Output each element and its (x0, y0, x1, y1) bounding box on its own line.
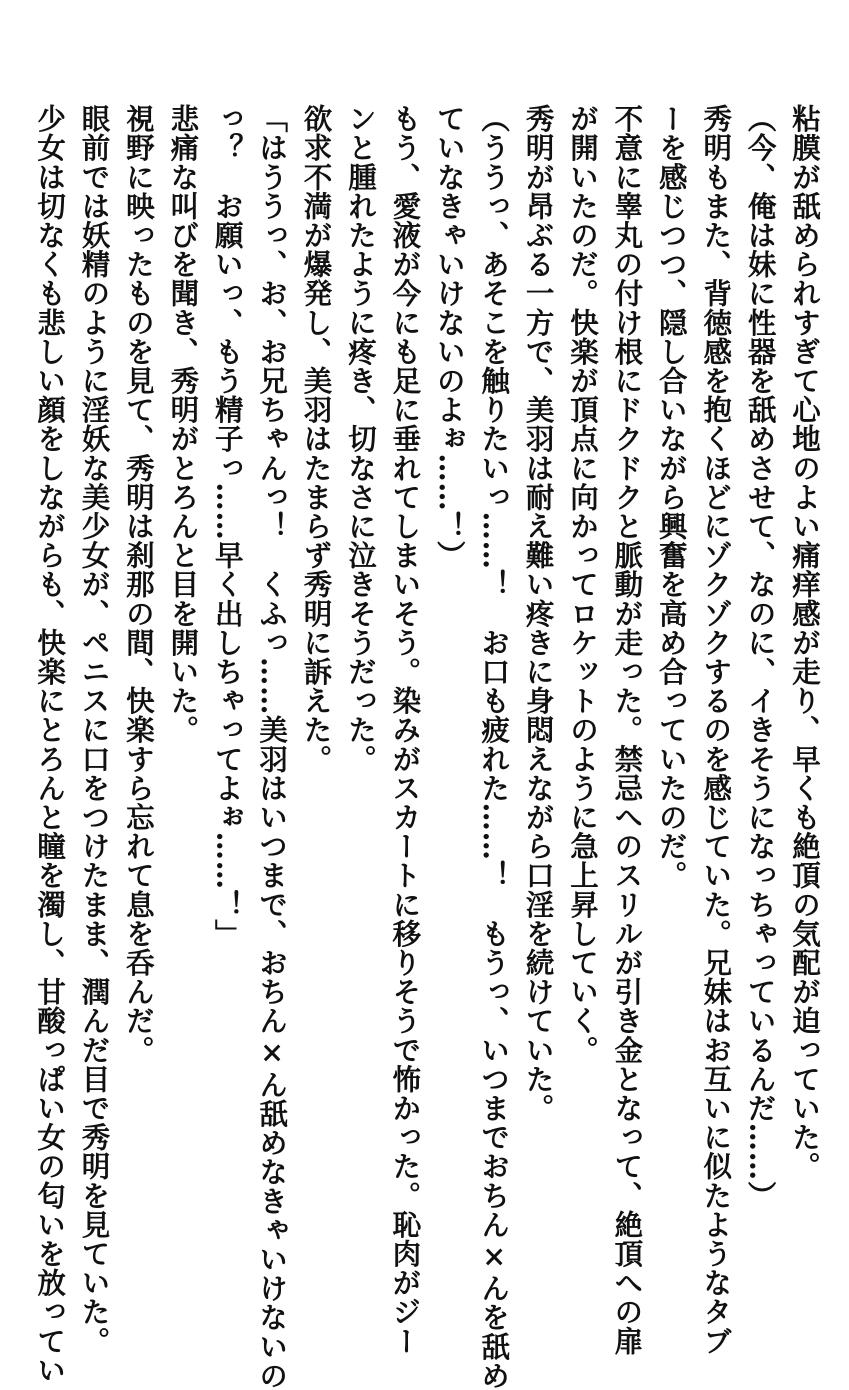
vertical-text-block (33, 104, 827, 1390)
text-line: 少女は切なくも悲しい顔をしながらも、快楽にとろんと瞳を濁し、甘酸っぱい女の匂いを放ってい (33, 104, 68, 1385)
text-line: 眼前では妖精のように淫妖な美少女が、ペニスに口をつけたまま、潤んだ目で秀明を見ていた。 (77, 104, 112, 1356)
text-line: 悲痛な叫びを聞き、秀明がとろんと目を開いた。 (166, 104, 201, 745)
text-line: っ？ お願いっ、もう精子っ……早く出しちゃってよぉ……！」 (210, 104, 245, 948)
text-line: ていなきゃいけないのよぉ……！） (432, 104, 467, 570)
text-line: 秀明もまた、背徳感を抱くほどにゾクゾクするのを感じていた。兄妹はお互いに似たようなタブ (699, 104, 734, 1356)
text-line: 欲求不満が爆発し、美羽はたまらず秀明に訴えた。 (299, 104, 334, 774)
text-line: 不意に睾丸の付け根にドクドクと脈動が走った。禁忌へのスリルが引き金となって、絶頂への扉 (610, 104, 645, 1356)
text-line: もう、愛液が今にも足に垂れてしまいそう。染みがスカートに移りそうで怖かった。恥肉がジー (388, 104, 423, 1356)
text-line: ーを感じつつ、隠し合いながら興奮を高め合っていたのだ。 (654, 104, 689, 890)
text-line: （ううっ、あそこを触りたいっ……！ お口も疲れた……！ もうっ、いつまでおちん×んを舐め (477, 104, 512, 1390)
text-line: （今、俺は妹に性器を舐めさせて、なのに、イきそうになっちゃっているんだ……） (743, 104, 778, 1210)
text-line: 秀明が昂ぶる一方で、美羽は耐え難い疼きに身悶えながら口淫を続けていた。 (521, 104, 556, 1123)
text-line: が開いたのだ。快楽が頂点に向かってロケットのように急上昇していく。 (565, 104, 600, 1065)
text-line: 視野に映ったものを見て、秀明は刹那の間、快楽すら忘れて息を呑んだ。 (121, 104, 156, 1065)
text-line: 粘膜が舐められすぎて心地のよい痛痒感が走り、早くも絶頂の気配が迫っていた。 (788, 104, 822, 1181)
text-line: ンと腫れたように疼き、切なさに泣きそうだった。 (343, 104, 378, 774)
text-line: 「はううっ、お、お兄ちゃんっ！ くふっ……美羽はいつまで、おちん×ん舐めなきゃいけないの (255, 104, 290, 1390)
